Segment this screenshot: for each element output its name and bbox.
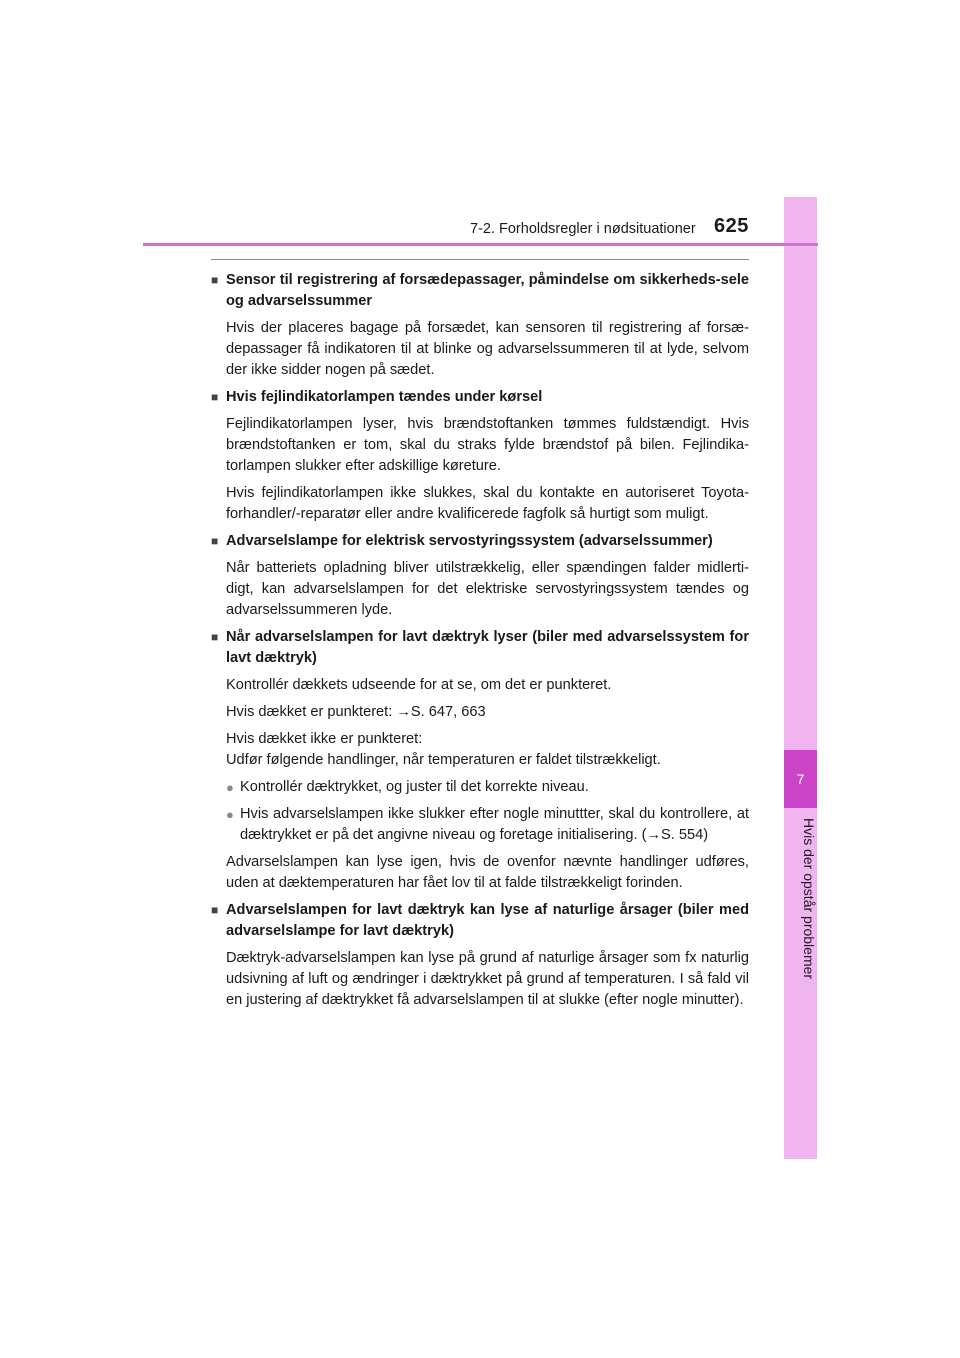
paragraph: Kontrollér dækkets udseende for at se, om det er punkteret. (226, 677, 612, 693)
circle-bullet-icon: ● (226, 780, 234, 795)
chapter-title (784, 812, 817, 1102)
square-bullet-icon: ■ (211, 390, 219, 404)
square-bullet-icon: ■ (211, 534, 219, 548)
list-item (226, 777, 749, 798)
paragraph-line: Udfør følgende handlinger, når temperaturen er faldet tilstrækkeligt. (226, 752, 661, 768)
square-bullet-icon: ■ (211, 903, 219, 917)
square-bullet-icon: ■ (211, 273, 219, 287)
paragraph (226, 729, 749, 771)
section-heading (211, 387, 749, 408)
section-header: 7-2. Forholdsregler i nødsituationer (470, 221, 696, 237)
section-passenger-sensor (211, 270, 749, 381)
chapter-title-text: Hvis der opstår problemer (801, 818, 817, 980)
heading-text: Advarselslampe for elektrisk servostyringssystem (advarselssummer) (226, 533, 713, 549)
heading-text: Advarselslampen for lavt dæktryk kan lyse af naturlige årsager (biler med advarselslampe for lavt dæktryk) (226, 902, 749, 939)
section-malfunction-lamp (211, 387, 749, 525)
heading-text: Når advarselslampen for lavt dæktryk lyser (biler med advarselssystem for lavt dæktryk) (226, 629, 749, 666)
list-item (226, 804, 749, 846)
section-power-steering (211, 531, 749, 621)
paragraph: Når batteriets opladning bliver utilstrækkelig, eller spændingen falder midlerti-digt, kan advarselslampen for det elektriske servostyringssystem tændes og advarselssummeren lyde. (226, 560, 749, 618)
section-heading (211, 531, 749, 552)
page-number: 625 (714, 215, 749, 237)
section-heading (211, 627, 749, 669)
paragraph: Hvis dækket er punkteret: →S. 647, 663 (226, 704, 486, 720)
section-heading (211, 270, 749, 312)
section-tire-pressure-warning (211, 627, 749, 894)
paragraph-line: Hvis dækket ikke er punkteret: (226, 731, 423, 747)
chapter-number: 7 (784, 750, 817, 808)
section-heading (211, 900, 749, 942)
circle-bullet-icon: ● (226, 807, 234, 822)
list-item-text: Kontrollér dæktrykket, og juster til det korrekte niveau. (240, 779, 589, 795)
heading-text: Sensor til registrering af forsædepassager, påmindelse om sikkerheds-sele og advarselssummer (226, 272, 749, 309)
paragraph: Advarselslampen kan lyse igen, hvis de ovenfor nævnte handlinger udføres, uden at dæktemperaturen har fået lov til at falde tilstrækkeligt forinden. (226, 854, 749, 891)
heading-text: Hvis fejlindikatorlampen tændes under kørsel (226, 389, 543, 405)
header-rule (143, 243, 818, 246)
paragraph: Hvis der placeres bagage på forsædet, kan sensoren til registrering af forsæ-depassager få indikatoren til at blinke og advarselssummeren til at lyde, selvom der ikke sidder nogen på sædet. (226, 320, 749, 378)
paragraph: Fejlindikatorlampen lyser, hvis brændstoftanken tømmes fuldstændigt. Hvis brændstoftanken er tom, skal du straks fylde brændstof på bilen. Fejlindika-torlampen slukker efter adskillige køreture. (226, 416, 749, 474)
square-bullet-icon: ■ (211, 630, 219, 644)
list-item-text: Hvis advarselslampen ikke slukker efter nogle minuttter, skal du kontrollere, at dæktrykket er på det angivne niveau og foretage initialisering. (→S. 554) (240, 806, 749, 843)
divider (211, 259, 749, 260)
section-natural-causes (211, 900, 749, 1011)
page-content (211, 270, 749, 1017)
paragraph: Dæktryk-advarselslampen kan lyse på grund af naturlige årsager som fx naturlig udsivning af luft og ændringer i dæktrykket på grund af temperaturen. I så fald vil en justering af dæktrykket få advarselslampen til at slukke (efter nogle minutter). (226, 950, 749, 1008)
paragraph: Hvis fejlindikatorlampen ikke slukkes, skal du kontakte en autoriseret Toyota-forhandler/-reparatør eller andre kvalificerede fagfolk så hurtigt som muligt. (226, 485, 749, 522)
